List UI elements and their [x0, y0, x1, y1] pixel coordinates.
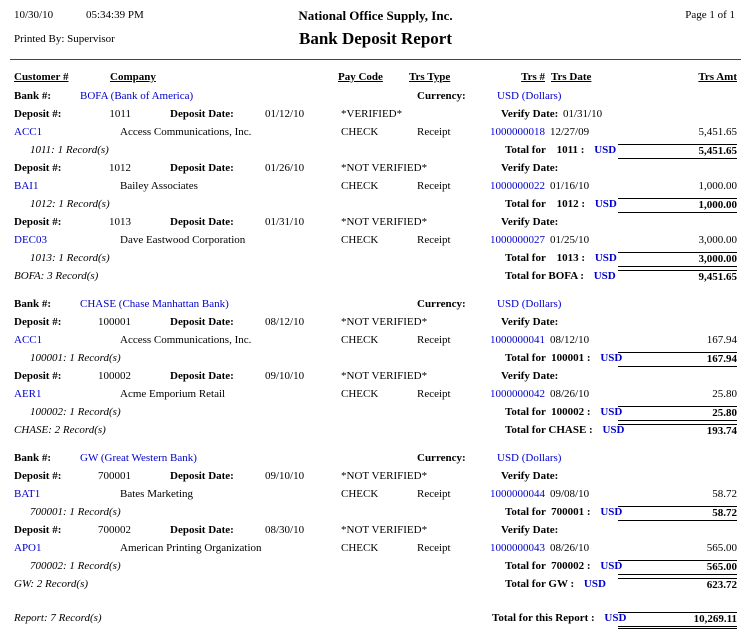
currency-label: Currency: [417, 90, 466, 102]
bank-total-label: Total for GW : [505, 578, 575, 590]
report-total-label: Total for this Report : [492, 612, 595, 624]
deposit-header-row [0, 214, 751, 232]
bank-record-count: GW: 2 Record(s) [14, 578, 89, 590]
bank-total-label-wrap [505, 578, 606, 590]
deposit-record-count: 700001: 1 Record(s) [30, 506, 121, 518]
trs-date: 08/26/10 [550, 388, 590, 400]
trs-number-link[interactable]: 1000000022 [490, 180, 545, 192]
trs-type: Receipt [417, 126, 451, 138]
verify-status: *NOT VERIFIED* [341, 162, 428, 174]
deposit-header-row [0, 160, 751, 178]
customer-code-link[interactable]: ACC1 [14, 334, 43, 346]
report-footer-row [0, 610, 751, 628]
deposit-total-label-wrap [505, 198, 617, 210]
verify-status: *NOT VERIFIED* [341, 470, 428, 482]
bank-total-label-wrap [505, 424, 624, 436]
bank-code-link[interactable]: GW (Great Western Bank) [80, 452, 197, 464]
deposit-total-amount: 167.94 [618, 352, 737, 367]
pay-code: CHECK [341, 542, 379, 554]
deposit-record-count: 700002: 1 Record(s) [30, 560, 121, 572]
trs-amount: 3,000.00 [698, 234, 737, 246]
deposit-number: 1011 [109, 108, 131, 120]
header-divider [10, 59, 741, 60]
deposit-date: 01/31/10 [265, 216, 305, 228]
deposit-label: Deposit #: [14, 108, 62, 120]
col-trs-amt: Trs Amt [698, 71, 737, 83]
col-company: Company [110, 71, 156, 83]
report-total-label-wrap [492, 612, 626, 624]
deposit-number: 100002 [98, 370, 131, 382]
deposit-total-label-wrap [505, 506, 622, 518]
deposit-total-label: Total for 100001 : [505, 352, 591, 364]
deposit-total-label-wrap [505, 144, 616, 156]
customer-code-link[interactable]: ACC1 [14, 126, 43, 138]
deposit-total-currency-link[interactable]: USD [594, 144, 617, 156]
deposit-total-amount: 1,000.00 [618, 198, 737, 213]
verify-status: *NOT VERIFIED* [341, 524, 428, 536]
deposit-footer-row [0, 250, 751, 268]
customer-company: Acme Emporium Retail [120, 388, 226, 400]
deposit-date-label: Deposit Date: [170, 524, 234, 536]
report-title: Bank Deposit Report [298, 29, 452, 48]
bank-label: Bank #: [14, 90, 51, 102]
deposit-date-label: Deposit Date: [170, 108, 234, 120]
pay-code: CHECK [341, 234, 379, 246]
deposit-number: 1012 [109, 162, 131, 174]
deposit-record-count: 1013: 1 Record(s) [30, 252, 110, 264]
bank-total-currency-link[interactable]: USD [602, 424, 625, 436]
customer-company: American Printing Organization [120, 542, 262, 554]
trs-type: Receipt [417, 334, 451, 346]
bank-record-count: CHASE: 2 Record(s) [14, 424, 106, 436]
deposit-total-currency-link[interactable]: USD [600, 352, 623, 364]
deposit-total-label: Total for 700001 : [505, 506, 591, 518]
deposit-total-label-wrap [505, 252, 617, 264]
trs-date: 08/26/10 [550, 542, 590, 554]
bank-label: Bank #: [14, 452, 51, 464]
bank-footer-row [0, 576, 751, 594]
verify-date-label: Verify Date: [501, 108, 559, 120]
deposit-total-label: Total for 700002 : [505, 560, 591, 572]
deposit-number: 1013 [109, 216, 131, 228]
printed-by: Printed By: Supervisor [14, 33, 115, 45]
deposit-header-row [0, 106, 751, 124]
col-trs-num: Trs # [521, 71, 545, 83]
deposit-label: Deposit #: [14, 216, 62, 228]
pay-code: CHECK [341, 488, 379, 500]
verify-date: 01/31/10 [563, 108, 603, 120]
section-gap [0, 286, 751, 296]
currency-value-link[interactable]: USD (Dollars) [497, 298, 562, 310]
trs-date: 12/27/09 [550, 126, 590, 138]
trs-type: Receipt [417, 488, 451, 500]
verify-date-label: Verify Date: [501, 316, 559, 328]
bank-record-count: BOFA: 3 Record(s) [14, 270, 99, 282]
deposit-total-label: Total for 1013 : [505, 252, 586, 264]
verify-date-label: Verify Date: [501, 470, 559, 482]
deposit-number: 700002 [98, 524, 131, 536]
deposit-record-count: 1011: 1 Record(s) [30, 144, 109, 156]
currency-value-link[interactable]: USD (Dollars) [497, 90, 562, 102]
deposit-total-label: Total for 1012 : [505, 198, 586, 210]
verify-date-label: Verify Date: [501, 162, 559, 174]
deposit-total-currency-link[interactable]: USD [594, 198, 617, 210]
deposit-date: 01/12/10 [265, 108, 305, 120]
bank-header-row [0, 88, 751, 106]
bank-total-currency-link[interactable]: USD [593, 270, 616, 282]
bank-total-amount: 9,451.65 [618, 270, 737, 283]
col-pay-code: Pay Code [338, 71, 383, 83]
section-gap [0, 440, 751, 450]
deposit-date: 01/26/10 [265, 162, 305, 174]
report-total-currency-link[interactable]: USD [604, 612, 627, 624]
col-trs-type: Trs Type [409, 71, 451, 83]
verify-date-label: Verify Date: [501, 216, 559, 228]
deposit-record-count: 1012: 1 Record(s) [30, 198, 110, 210]
deposit-label: Deposit #: [14, 524, 62, 536]
trs-date: 01/25/10 [550, 234, 590, 246]
deposit-date: 09/10/10 [265, 370, 305, 382]
deposit-record-count: 100001: 1 Record(s) [30, 352, 121, 364]
trs-type: Receipt [417, 542, 451, 554]
verify-date-label: Verify Date: [501, 524, 559, 536]
deposit-total-amount: 58.72 [618, 506, 737, 521]
transaction-row [0, 124, 751, 142]
deposit-label: Deposit #: [14, 470, 62, 482]
customer-code-link[interactable]: BAT1 [14, 488, 41, 500]
trs-number-link[interactable]: 1000000027 [490, 234, 545, 246]
trs-type: Receipt [417, 388, 451, 400]
deposit-label: Deposit #: [14, 316, 62, 328]
transaction-row [0, 486, 751, 504]
deposit-date: 08/30/10 [265, 524, 305, 536]
trs-type: Receipt [417, 180, 451, 192]
transaction-row [0, 178, 751, 196]
customer-code-link[interactable]: AER1 [14, 388, 42, 400]
customer-code-link[interactable]: DEC03 [14, 234, 47, 246]
bank-total-amount: 623.72 [618, 578, 737, 591]
deposit-record-count: 100002: 1 Record(s) [30, 406, 121, 418]
deposit-total-amount: 5,451.65 [618, 144, 737, 159]
trs-number-link[interactable]: 1000000018 [490, 126, 545, 138]
deposit-label: Deposit #: [14, 370, 62, 382]
deposit-footer-row [0, 558, 751, 576]
deposit-date-label: Deposit Date: [170, 216, 234, 228]
deposit-header-row [0, 314, 751, 332]
bank-label: Bank #: [14, 298, 51, 310]
deposit-header-row [0, 368, 751, 386]
trs-date: 01/16/10 [550, 180, 590, 192]
trs-number-link[interactable]: 1000000043 [490, 542, 545, 554]
verify-status: *NOT VERIFIED* [341, 216, 428, 228]
deposit-footer-row [0, 404, 751, 422]
deposit-footer-row [0, 142, 751, 160]
currency-value-link[interactable]: USD (Dollars) [497, 452, 562, 464]
trs-amount: 5,451.65 [698, 126, 737, 138]
deposit-header-row [0, 468, 751, 486]
trs-amount: 25.80 [712, 388, 737, 400]
customer-company: Dave Eastwood Corporation [120, 234, 246, 246]
deposit-total-amount: 3,000.00 [618, 252, 737, 267]
deposit-total-label-wrap [505, 560, 622, 572]
deposit-footer-row [0, 504, 751, 522]
section-gap [0, 594, 751, 610]
currency-label: Currency: [417, 298, 466, 310]
transaction-row [0, 540, 751, 558]
trs-amount: 58.72 [712, 488, 737, 500]
trs-number-link[interactable]: 1000000041 [490, 334, 545, 346]
print-date: 10/30/10 [14, 9, 54, 21]
deposit-header-row [0, 522, 751, 540]
bank-total-currency-link[interactable]: USD [583, 578, 606, 590]
customer-company: Bates Marketing [120, 488, 194, 500]
trs-date: 08/12/10 [550, 334, 590, 346]
page-indicator: Page 1 of 1 [685, 9, 735, 21]
trs-number-link[interactable]: 1000000044 [490, 488, 545, 500]
bank-code-link[interactable]: CHASE (Chase Manhattan Bank) [80, 298, 229, 310]
deposit-total-currency-link[interactable]: USD [600, 406, 623, 418]
bank-footer-row [0, 422, 751, 440]
bank-total-amount: 193.74 [618, 424, 737, 437]
deposit-total-label-wrap [505, 406, 622, 418]
deposit-total-currency-link[interactable]: USD [600, 560, 623, 572]
bank-total-label: Total for BOFA : [505, 270, 584, 282]
customer-code-link[interactable]: APO1 [14, 542, 42, 554]
customer-code-link[interactable]: BAI1 [14, 180, 39, 192]
company-title: National Office Supply, Inc. [298, 8, 453, 23]
col-customer: Customer # [14, 71, 69, 83]
deposit-total-label-wrap [505, 352, 622, 364]
transaction-row [0, 332, 751, 350]
customer-company: Bailey Associates [120, 180, 198, 192]
trs-amount: 1,000.00 [698, 180, 737, 192]
deposit-number: 700001 [98, 470, 131, 482]
print-time: 05:34:39 PM [86, 9, 144, 21]
transaction-row [0, 386, 751, 404]
trs-number-link[interactable]: 1000000042 [490, 388, 545, 400]
bank-header-row [0, 450, 751, 468]
deposit-footer-row [0, 350, 751, 368]
report-total-amount: 10,269.11 [618, 612, 737, 629]
column-header-row [0, 64, 751, 88]
pay-code: CHECK [341, 334, 379, 346]
bank-code-link[interactable]: BOFA (Bank of America) [80, 90, 194, 102]
verify-status: *NOT VERIFIED* [341, 316, 428, 328]
deposit-total-amount: 565.00 [618, 560, 737, 575]
verify-status: *NOT VERIFIED* [341, 370, 428, 382]
bank-header-row [0, 296, 751, 314]
deposit-total-label: Total for 100002 : [505, 406, 591, 418]
pay-code: CHECK [341, 388, 379, 400]
trs-amount: 167.94 [706, 334, 737, 346]
page-header [0, 0, 751, 64]
bank-footer-row [0, 268, 751, 286]
pay-code: CHECK [341, 126, 379, 138]
bank-total-label: Total for CHASE : [505, 424, 593, 436]
deposit-total-label: Total for 1011 : [505, 144, 585, 156]
trs-date: 09/08/10 [550, 488, 590, 500]
col-trs-date: Trs Date [551, 71, 592, 83]
pay-code: CHECK [341, 180, 379, 192]
verify-status: *VERIFIED* [341, 108, 403, 120]
verify-date-label: Verify Date: [501, 370, 559, 382]
deposit-total-currency-link[interactable]: USD [594, 252, 617, 264]
deposit-number: 100001 [98, 316, 131, 328]
bank-total-label-wrap [505, 270, 616, 282]
deposit-footer-row [0, 196, 751, 214]
deposit-date-label: Deposit Date: [170, 162, 234, 174]
deposit-date: 08/12/10 [265, 316, 305, 328]
currency-label: Currency: [417, 452, 466, 464]
transaction-row [0, 232, 751, 250]
deposit-date-label: Deposit Date: [170, 316, 234, 328]
deposit-label: Deposit #: [14, 162, 62, 174]
customer-company: Access Communications, Inc. [120, 126, 252, 138]
trs-amount: 565.00 [706, 542, 737, 554]
deposit-date-label: Deposit Date: [170, 470, 234, 482]
deposit-total-amount: 25.80 [618, 406, 737, 421]
report-record-count: Report: 7 Record(s) [14, 612, 102, 624]
deposit-date-label: Deposit Date: [170, 370, 234, 382]
deposit-total-currency-link[interactable]: USD [600, 506, 623, 518]
customer-company: Access Communications, Inc. [120, 334, 252, 346]
trs-type: Receipt [417, 234, 451, 246]
deposit-date: 09/10/10 [265, 470, 305, 482]
